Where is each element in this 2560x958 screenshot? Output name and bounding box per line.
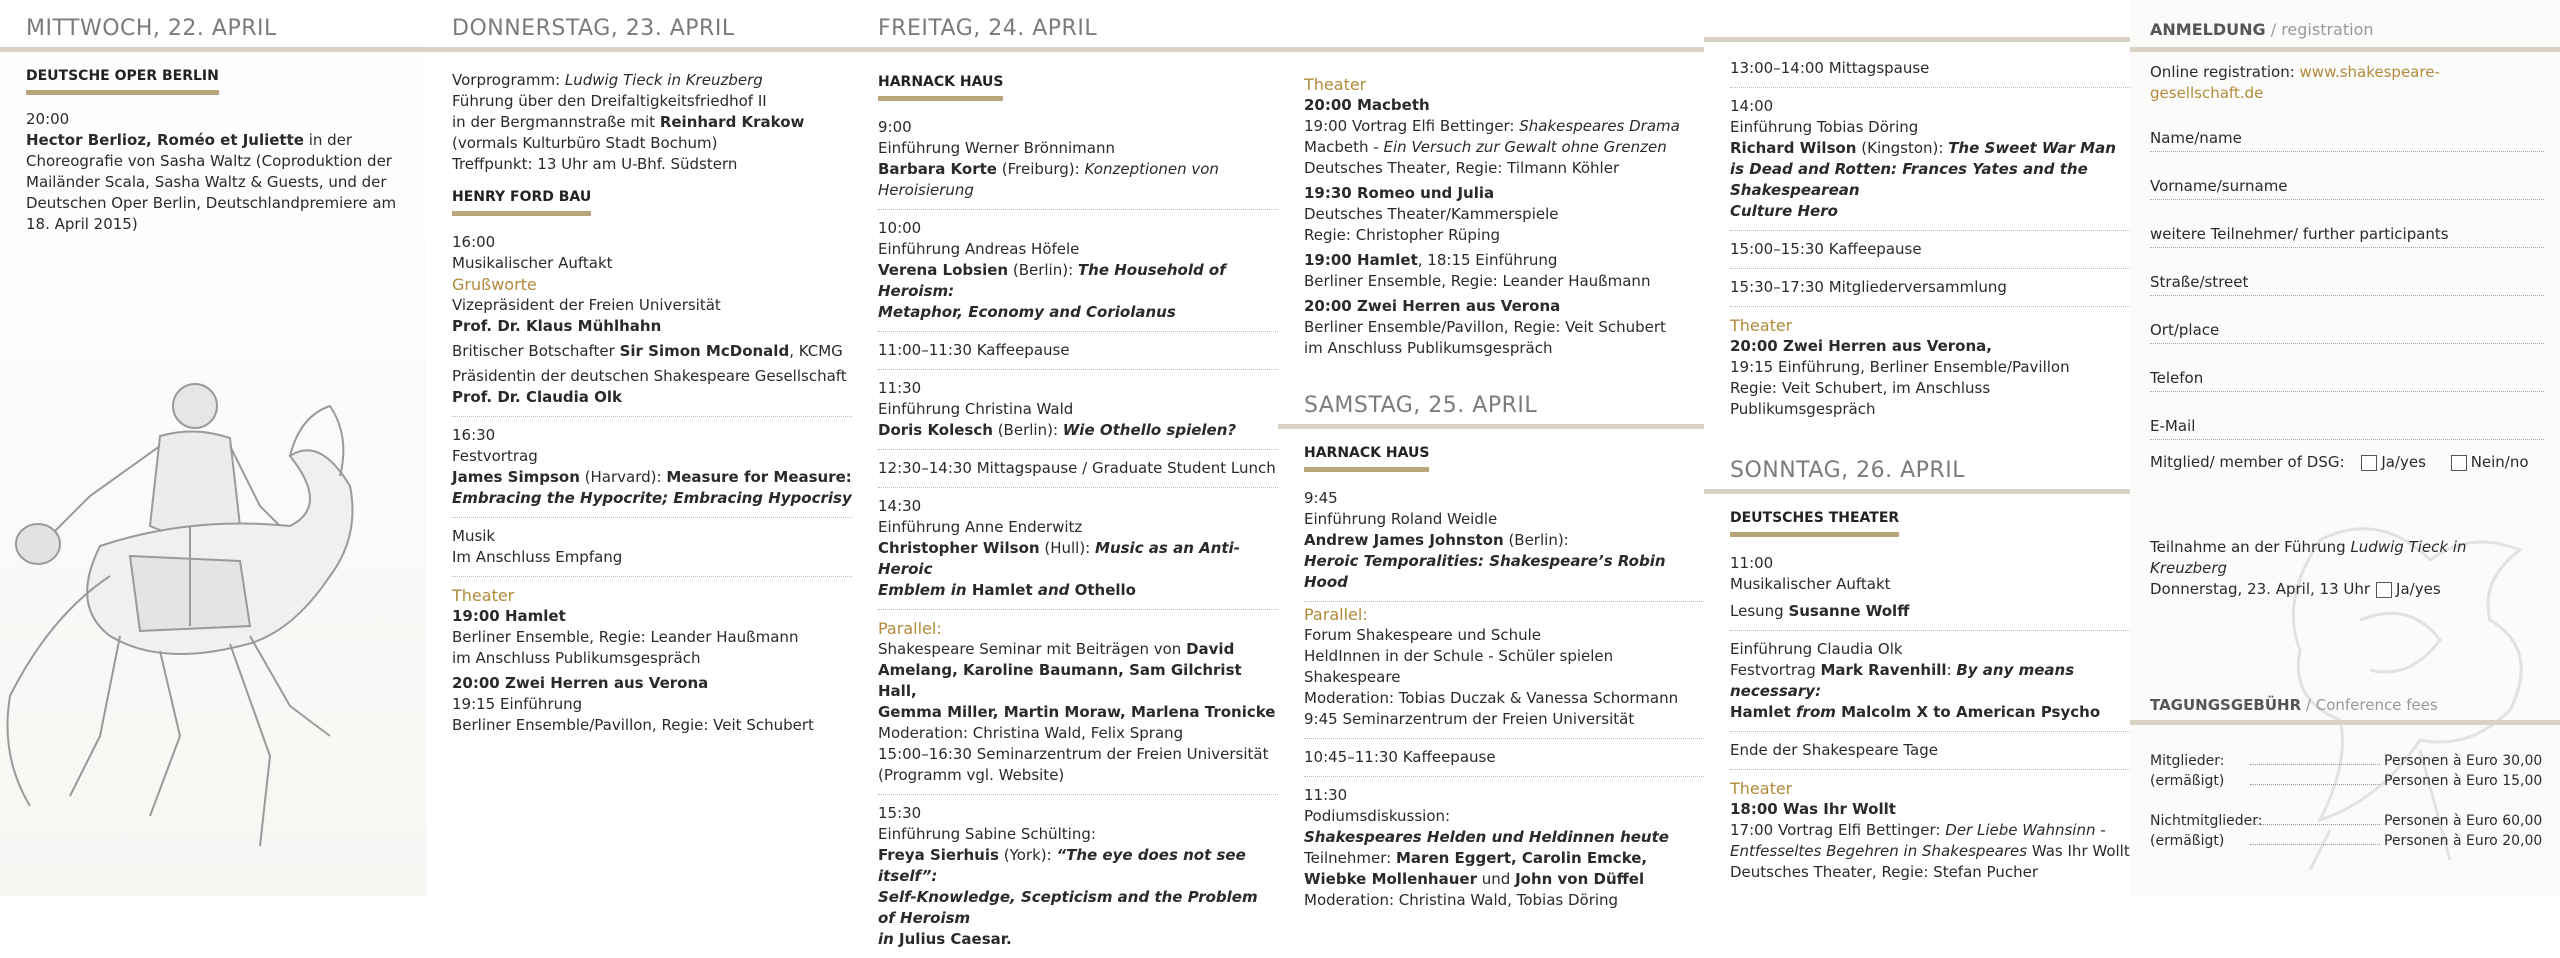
- event-line: (Hull):: [1039, 539, 1096, 557]
- day-heading: SAMSTAG, 25. APRIL: [1278, 377, 1704, 429]
- play-title: 18:00 Was Ihr Wollt: [1730, 800, 1896, 818]
- play-title: 20:00 Zwei Herren aus Verona: [452, 674, 709, 692]
- speaker: John von Düffel: [1515, 870, 1645, 888]
- event-time: 20:00: [26, 110, 70, 128]
- registration-subtitle: / registration: [2265, 20, 2374, 39]
- talk-title: Hamlet: [1730, 703, 1797, 721]
- column-wednesday: [0, 0, 426, 896]
- checkbox-label: Ja/yes: [2381, 453, 2426, 471]
- fee-subtitle: / Conference fees: [2301, 696, 2438, 714]
- event-line: Einführung Tobias Döring: [1730, 118, 1919, 136]
- section-label: Theater: [1730, 316, 1793, 335]
- event-line: Berliner Ensemble, Regie: Leander Haußmann: [1304, 272, 1651, 290]
- event-line: Berliner Ensemble/Pavillon, Regie: Veit Schubert: [452, 716, 814, 734]
- talk-title: Julius Caesar.: [899, 930, 1012, 948]
- event-line: Regie: Veit Schubert, im Anschluss Publikumsgespräch: [1730, 379, 1991, 418]
- registration-panel: [2130, 0, 2560, 896]
- play-title: 20:00 Macbeth: [1304, 96, 1430, 114]
- event-line: Lesung: [1730, 602, 1789, 620]
- event-line: Moderation: Christina Wald, Felix Sprang: [878, 724, 1184, 742]
- event-line: Kaffeepause: [1397, 748, 1496, 766]
- play-title: 20:00 Zwei Herren aus Verona: [1304, 297, 1561, 315]
- day-heading: SONNTAG, 26. APRIL: [1704, 442, 2130, 494]
- event-line: im Anschluss Publikumsgespräch: [452, 649, 701, 667]
- pre-title: Ludwig Tieck in Kreuzberg: [564, 71, 763, 89]
- pre-line: in der Bergmannstraße mit: [452, 113, 660, 131]
- event-time: 9:45: [1304, 710, 1338, 728]
- event-line: Moderation: Tobias Duczak & Vanessa Schormann: [1304, 689, 1679, 707]
- talk-title: “The eye does not see itself”:: [878, 846, 1246, 885]
- registration-link[interactable]: www.shakespeare-gesellschaft.de: [2150, 63, 2440, 102]
- event-line: und: [1476, 870, 1516, 888]
- event-line: Im Anschluss Empfang: [452, 548, 623, 566]
- name-field[interactable]: [2150, 104, 2544, 152]
- fee-amount: Personen à Euro 60,00: [2384, 813, 2543, 829]
- fee-blank[interactable]: [2250, 771, 2380, 785]
- event-line: Präsidentin der deutschen Shakespeare Gesellschaft: [452, 367, 847, 385]
- event-line: 19:00 Vortrag Elfi Bettinger:: [1304, 117, 1520, 135]
- street-field[interactable]: [2150, 248, 2544, 296]
- talk-title: Konzeptionen von Heroisierung: [878, 160, 1219, 199]
- talk-title: Wie Othello spielen?: [1062, 421, 1237, 439]
- event-line: Musikalischer Auftakt: [452, 254, 613, 272]
- event-time: 15:30–17:30: [1730, 278, 1824, 296]
- event-time: 11:30: [1304, 786, 1348, 804]
- event-line: Mittagspause: [1823, 59, 1930, 77]
- event-line: (Programm vgl. Website): [878, 766, 1065, 784]
- play-title: 19:00 Hamlet: [452, 607, 566, 625]
- event-time: 11:00–11:30: [878, 341, 972, 359]
- venue-label: DEUTSCHES THEATER: [1730, 510, 1899, 537]
- event-line: Was Ihr Wollt: [2027, 842, 2130, 860]
- field-label: Telefon: [2150, 369, 2204, 387]
- surname-field[interactable]: [2150, 152, 2544, 200]
- event-line: Ende der Shakespeare Tage: [1730, 741, 1939, 759]
- talk-title: The Sweet War Man: [1948, 139, 2116, 157]
- talk-title: Hamlet: [971, 581, 1033, 599]
- day-heading-blank: [1704, 0, 2130, 42]
- place-field[interactable]: [2150, 296, 2544, 344]
- talk-title: Self-Knowledge, Scepticism and the Problem of Heroism: [878, 888, 1258, 927]
- event-line: Kaffeepause: [971, 341, 1070, 359]
- event-time: 9:00: [878, 118, 912, 136]
- speaker: Mark Ravenhill: [1820, 661, 1947, 679]
- speaker: Doris Kolesch: [878, 421, 993, 439]
- event-line: Seminarzentrum der Freien Universität: [971, 745, 1269, 763]
- event-line: Podiumsdiskussion:: [1304, 807, 1451, 825]
- event-line: (Harvard):: [579, 468, 667, 486]
- column-thursday: [426, 0, 852, 896]
- section-label: Theater: [1304, 75, 1367, 94]
- talk-title: Malcolm X to American Psycho: [1835, 703, 2101, 721]
- pre-label: Vorprogramm:: [452, 71, 565, 89]
- pre-line: Treffpunkt: 13 Uhr am U-Bhf. Südstern: [452, 155, 738, 173]
- event-line: , KCMG: [789, 342, 843, 360]
- venue-label: HENRY FORD BAU: [452, 189, 591, 216]
- section-label: Theater: [1730, 779, 1793, 798]
- email-field[interactable]: [2150, 392, 2544, 440]
- speaker: Barbara Korte: [878, 160, 997, 178]
- event-line: Berliner Ensemble, Regie: Leander Haußmann: [452, 628, 799, 646]
- fee-amount: Personen à Euro 30,00: [2384, 753, 2543, 769]
- event-line: im Anschluss Publikumsgespräch: [1304, 339, 1553, 357]
- event-line: Musik: [452, 527, 496, 545]
- speaker: James Simpson: [452, 468, 580, 486]
- event-line: Deutsches Theater, Regie: Tilmann Köhler: [1304, 159, 1620, 177]
- talk-title: Metaphor, Economy and Coriolanus: [878, 303, 1176, 321]
- field-label: Ort/place: [2150, 321, 2220, 339]
- event-time: 12:30–14:30: [878, 459, 972, 477]
- column-friday: [852, 0, 1278, 948]
- event-line: Berliner Ensemble/Pavillon, Regie: Veit Schubert: [1304, 318, 1666, 336]
- event-line: 19:15 Einführung: [452, 695, 583, 713]
- member-label: Mitglied/ member of DSG:: [2150, 453, 2345, 471]
- event-line: Regie: Christopher Rüping: [1304, 226, 1501, 244]
- event-line: (Berlin):: [1008, 261, 1078, 279]
- section-label: Parallel:: [1304, 605, 1368, 624]
- talk-title: Shakespeares Helden und Heldinnen heute: [1304, 828, 1669, 846]
- event-line: (Berlin):: [992, 421, 1063, 439]
- event-line: Festvortrag: [1730, 661, 1821, 679]
- talk-title: Ein Versuch zur Gewalt ohne Grenzen: [1383, 138, 1667, 156]
- event-line: Musikalischer Auftakt: [1730, 575, 1891, 593]
- event-time: 15:00–15:30: [1730, 240, 1824, 258]
- event-line: Einführung Sabine Schülting:: [878, 825, 1096, 843]
- fee-label: (ermäßigt): [2150, 833, 2225, 849]
- event-time: 9:45: [1304, 489, 1338, 507]
- speaker: Susanne Wolff: [1788, 602, 1910, 620]
- venue-label: HARNACK HAUS: [878, 74, 1003, 101]
- event-time: 14:30: [878, 497, 922, 515]
- talk-title: and: [1032, 581, 1075, 599]
- rider-on-horse-illustration: [0, 376, 430, 896]
- speaker: Andrew James Johnston: [1304, 531, 1504, 549]
- event-time: 11:00: [1730, 554, 1774, 572]
- fee-title: TAGUNGSGEBÜHR: [2150, 696, 2302, 714]
- event-line: Forum Shakespeare und Schule: [1304, 626, 1541, 644]
- speaker: Sir Simon McDonald: [619, 342, 790, 360]
- event-line: (York):: [998, 846, 1057, 864]
- talk-title: Measure for Measure:: [666, 468, 852, 486]
- event-line: Deutsches Theater, Regie: Stefan Pucher: [1730, 863, 2038, 881]
- talk-title: is Dead and Rotten: Frances Yates and the Shakespearean: [1730, 160, 2088, 199]
- talk-title: Music as an Anti-Heroic: [878, 539, 1240, 578]
- checkbox-label: Nein/no: [2470, 453, 2529, 471]
- day-heading: DONNERSTAG, 23. APRIL: [426, 0, 852, 52]
- pre-line: (vormals Kulturbüro Stadt Bochum): [452, 134, 718, 152]
- speaker: Prof. Dr. Klaus Mühlhahn: [452, 317, 662, 335]
- event-line: , 18:15 Einführung: [1417, 251, 1558, 269]
- speaker: Wiebke Mollenhauer: [1304, 870, 1477, 888]
- talk-title: Heroic Temporalities: Shakespeare’s Robin Hood: [1304, 552, 1666, 591]
- event-line: Einführung Roland Weidle: [1304, 510, 1498, 528]
- event-line: Vizepräsident der Freien Universität: [452, 296, 721, 314]
- event-line: Mitgliederversammlung: [1823, 278, 2007, 296]
- event-description: in der Choreografie von Sasha Waltz (Coproduktion der Mailänder Scala, Sasha Waltz & Guests, und der Deutschen Oper Berlin, Deutschlandpremiere am 18. April 2015): [26, 131, 397, 233]
- fee-row[interactable]: [2150, 811, 2544, 831]
- speaker: Amelang, Karoline Baumann, Sam Gilchrist Hall,: [878, 661, 1242, 700]
- event-line: Festvortrag: [452, 447, 538, 465]
- column-saturday-sunday: [1704, 0, 2130, 896]
- fee-label: Nichtmitglieder:: [2150, 813, 2263, 829]
- event-line: Teilnehmer:: [1304, 849, 1396, 867]
- section-label: Parallel:: [878, 619, 942, 638]
- event-time: 15:30: [878, 804, 922, 822]
- event-line: Einführung Werner Brönnimann: [878, 139, 1115, 157]
- fee-row[interactable]: [2150, 751, 2544, 771]
- field-label: Vorname/surname: [2150, 177, 2288, 195]
- event-line: Einführung Christina Wald: [878, 400, 1074, 418]
- fee-row[interactable]: [2150, 831, 2544, 851]
- fee-row[interactable]: [2150, 771, 2544, 791]
- participants-field[interactable]: [2150, 200, 2544, 248]
- event-line: Moderation: Christina Wald, Tobias Döring: [1304, 891, 1619, 909]
- event-line: 17:00 Vortrag Elfi Bettinger:: [1730, 821, 1946, 839]
- venue-label: HARNACK HAUS: [1304, 445, 1429, 472]
- section-label: Theater: [452, 586, 515, 605]
- event-line: Shakespeare Seminar mit Beiträgen von: [878, 640, 1187, 658]
- tour-date: Donnerstag, 23. April, 13 Uhr: [2150, 580, 2371, 598]
- talk-title: Culture Hero: [1730, 202, 1838, 220]
- talk-title: from: [1796, 703, 1836, 721]
- fee-blank[interactable]: [2250, 811, 2380, 825]
- talk-title: Emblem in: [878, 581, 972, 599]
- talk-title: Der Liebe Wahnsinn -: [1945, 821, 2106, 839]
- speaker: Richard Wilson: [1730, 139, 1857, 157]
- speaker: Freya Sierhuis: [878, 846, 999, 864]
- event-line: (Berlin):: [1503, 531, 1569, 549]
- talk-title: Shakespeares Drama: [1519, 117, 1680, 135]
- venue-label: DEUTSCHE OPER BERLIN: [26, 68, 219, 95]
- pre-person: Reinhard Krakow: [659, 113, 805, 131]
- phone-field[interactable]: [2150, 344, 2544, 392]
- checkbox-label: Ja/yes: [2396, 580, 2441, 598]
- field-label: Straße/street: [2150, 273, 2249, 291]
- event-line: :: [1946, 661, 1957, 679]
- talk-title: in: [878, 930, 900, 948]
- fee-label: Mitglieder:: [2150, 753, 2225, 769]
- fee-amount: Personen à Euro 20,00: [2384, 833, 2543, 849]
- speaker: Christopher Wilson: [878, 539, 1040, 557]
- event-line: (Kingston):: [1856, 139, 1949, 157]
- online-label: Online registration:: [2150, 63, 2300, 81]
- field-label: E-Mail: [2150, 417, 2196, 435]
- talk-title: Othello: [1074, 581, 1136, 599]
- play-title: 19:30 Romeo und Julia: [1304, 184, 1495, 202]
- event-time: 14:00: [1730, 97, 1774, 115]
- fee-blank[interactable]: [2250, 751, 2380, 765]
- event-line: Einführung Andreas Höfele: [878, 240, 1080, 258]
- event-line: (Freiburg):: [996, 160, 1085, 178]
- event-time: 15:00–16:30: [878, 745, 972, 763]
- tour-label: Teilnahme an der Führung: [2150, 538, 2351, 556]
- member-yes-checkbox[interactable]: [2361, 455, 2377, 471]
- day-heading: MITTWOCH, 22. APRIL: [0, 0, 426, 52]
- event-line: Britischer Botschafter: [452, 342, 620, 360]
- event-line: Mittagspause / Graduate Student Lunch: [971, 459, 1276, 477]
- play-title: 20:00 Zwei Herren aus Verona,: [1730, 337, 1992, 355]
- talk-title: Embracing the Hypocrite; Embracing Hypocrisy: [452, 489, 852, 507]
- event-time: 13:00–14:00: [1730, 59, 1824, 77]
- event-line: Deutsches Theater/Kammerspiele: [1304, 205, 1559, 223]
- registration-title: ANMELDUNG: [2150, 20, 2266, 39]
- speaker: Maren Eggert, Carolin Emcke,: [1396, 849, 1648, 867]
- event-time: 16:30: [452, 426, 496, 444]
- field-label: weitere Teilnehmer/ further participants: [2150, 225, 2449, 243]
- talk-title: Entfesseltes Begehren in Shakespeares: [1730, 842, 2028, 860]
- speaker: David: [1186, 640, 1235, 658]
- event-time: 11:30: [878, 379, 922, 397]
- day-heading-blank: [1278, 0, 1704, 52]
- event-line: Seminarzentrum der Freien Universität: [1337, 710, 1635, 728]
- speaker: Gemma Miller, Martin Moraw, Marlena Tronicke: [878, 703, 1276, 721]
- event-title: Hector Berlioz, Roméo et Juliette: [26, 131, 304, 149]
- member-no-checkbox[interactable]: [2451, 455, 2467, 471]
- day-heading: FREITAG, 24. APRIL: [852, 0, 1278, 52]
- section-label: Grußworte: [452, 275, 537, 294]
- talk-title: By any means necessary:: [1730, 661, 2075, 700]
- speaker: Verena Lobsien: [878, 261, 1009, 279]
- event-line: 19:15 Einführung, Berliner Ensemble/Pavillon: [1730, 358, 2070, 376]
- event-time: 10:00: [878, 219, 922, 237]
- event-line: Einführung Anne Enderwitz: [878, 518, 1083, 536]
- tour-yes-checkbox[interactable]: [2376, 582, 2392, 598]
- fee-label: (ermäßigt): [2150, 773, 2225, 789]
- event-line: Einführung Claudia Olk: [1730, 640, 1903, 658]
- tour-title: Ludwig Tieck in Kreuzberg: [2150, 538, 2467, 577]
- fee-amount: Personen à Euro 15,00: [2384, 773, 2543, 789]
- event-time: 10:45–11:30: [1304, 748, 1398, 766]
- pre-line: Führung über den Dreifaltigkeitsfriedhof II: [452, 92, 767, 110]
- event-line: HeldInnen in der Schule - Schüler spielen Shakespeare: [1304, 647, 1614, 686]
- event-time: 16:00: [452, 233, 496, 251]
- speaker: Prof. Dr. Claudia Olk: [452, 388, 622, 406]
- talk-title: The Household of Heroism:: [878, 261, 1226, 300]
- column-friday-saturday: [1278, 0, 1704, 909]
- fee-blank[interactable]: [2250, 831, 2380, 845]
- play-title: 19:00 Hamlet: [1304, 251, 1418, 269]
- event-line: Kaffeepause: [1823, 240, 1922, 258]
- event-line: Macbeth -: [1304, 138, 1384, 156]
- field-label: Name/name: [2150, 129, 2242, 147]
